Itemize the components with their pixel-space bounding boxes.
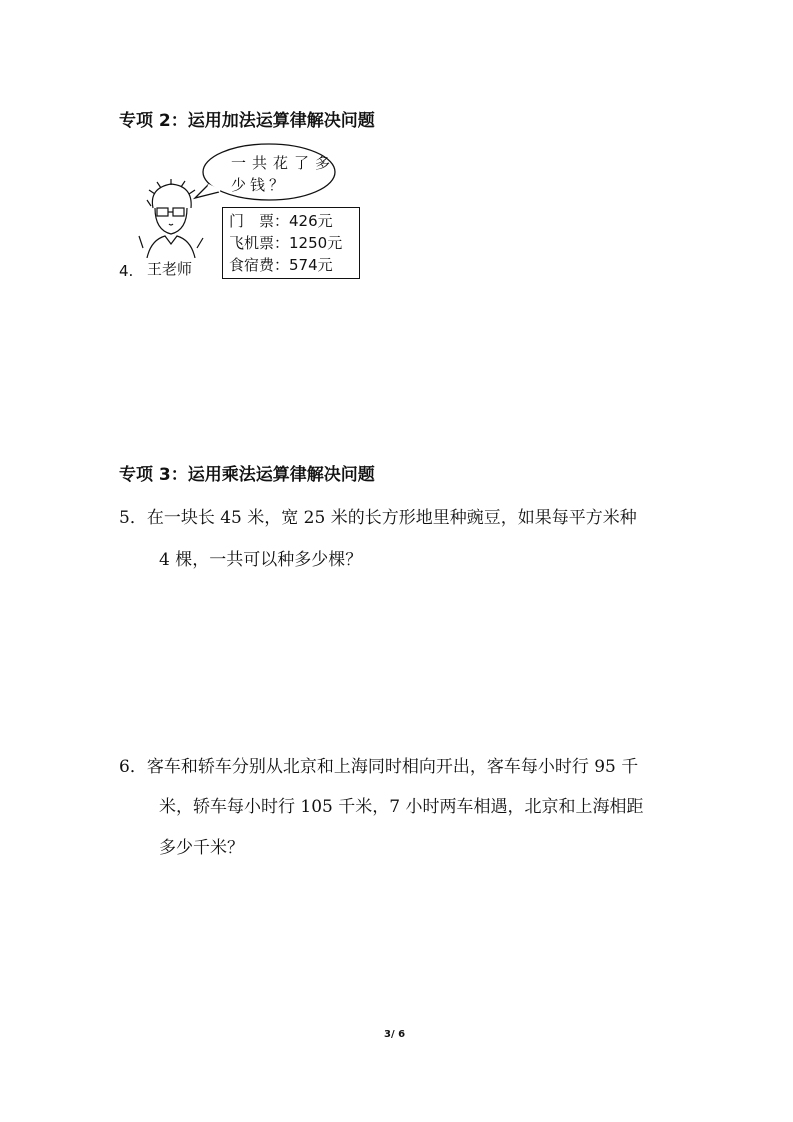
speech-line-1: 一共花了多 — [231, 154, 337, 172]
price-row — [229, 232, 353, 254]
price-row — [229, 210, 353, 232]
problem-5-line-2: 4 棵，一共可以种多少棵？ — [159, 550, 363, 570]
price-value: 426元 — [289, 212, 333, 230]
price-value: 574元 — [289, 256, 333, 274]
problem-4-number: 4. — [119, 262, 134, 280]
problem-6-line-2: 米，轿车每小时行 105 千米，7 小时两车相遇，北京和上海相距 — [159, 797, 644, 817]
section-2-title: 专项 2：运用加法运算律解决问题 — [119, 111, 375, 131]
price-label: 门 票： — [229, 212, 290, 230]
price-label: 食宿费： — [229, 256, 290, 274]
price-list — [222, 207, 360, 279]
price-value: 1250元 — [289, 234, 343, 252]
problem-6-line-1: 6．客车和轿车分别从北京和上海同时相向开出，客车每小时行 95 千 — [119, 757, 639, 777]
problem-5-line-1: 5．在一块长 45 米，宽 25 米的长方形地里种豌豆，如果每平方米种 — [119, 508, 637, 528]
problem-6-line-3: 多少千米？ — [159, 838, 244, 858]
section-3-title: 专项 3：运用乘法运算律解决问题 — [119, 465, 375, 485]
price-label: 飞机票： — [229, 234, 290, 252]
character-label: 王老师 — [147, 260, 193, 278]
speech-line-2: 少钱？ — [231, 176, 289, 194]
price-row — [229, 254, 353, 276]
teacher-icon — [131, 178, 211, 258]
problem-4 — [119, 140, 379, 290]
page-number: 3/ 6 — [384, 1029, 406, 1040]
